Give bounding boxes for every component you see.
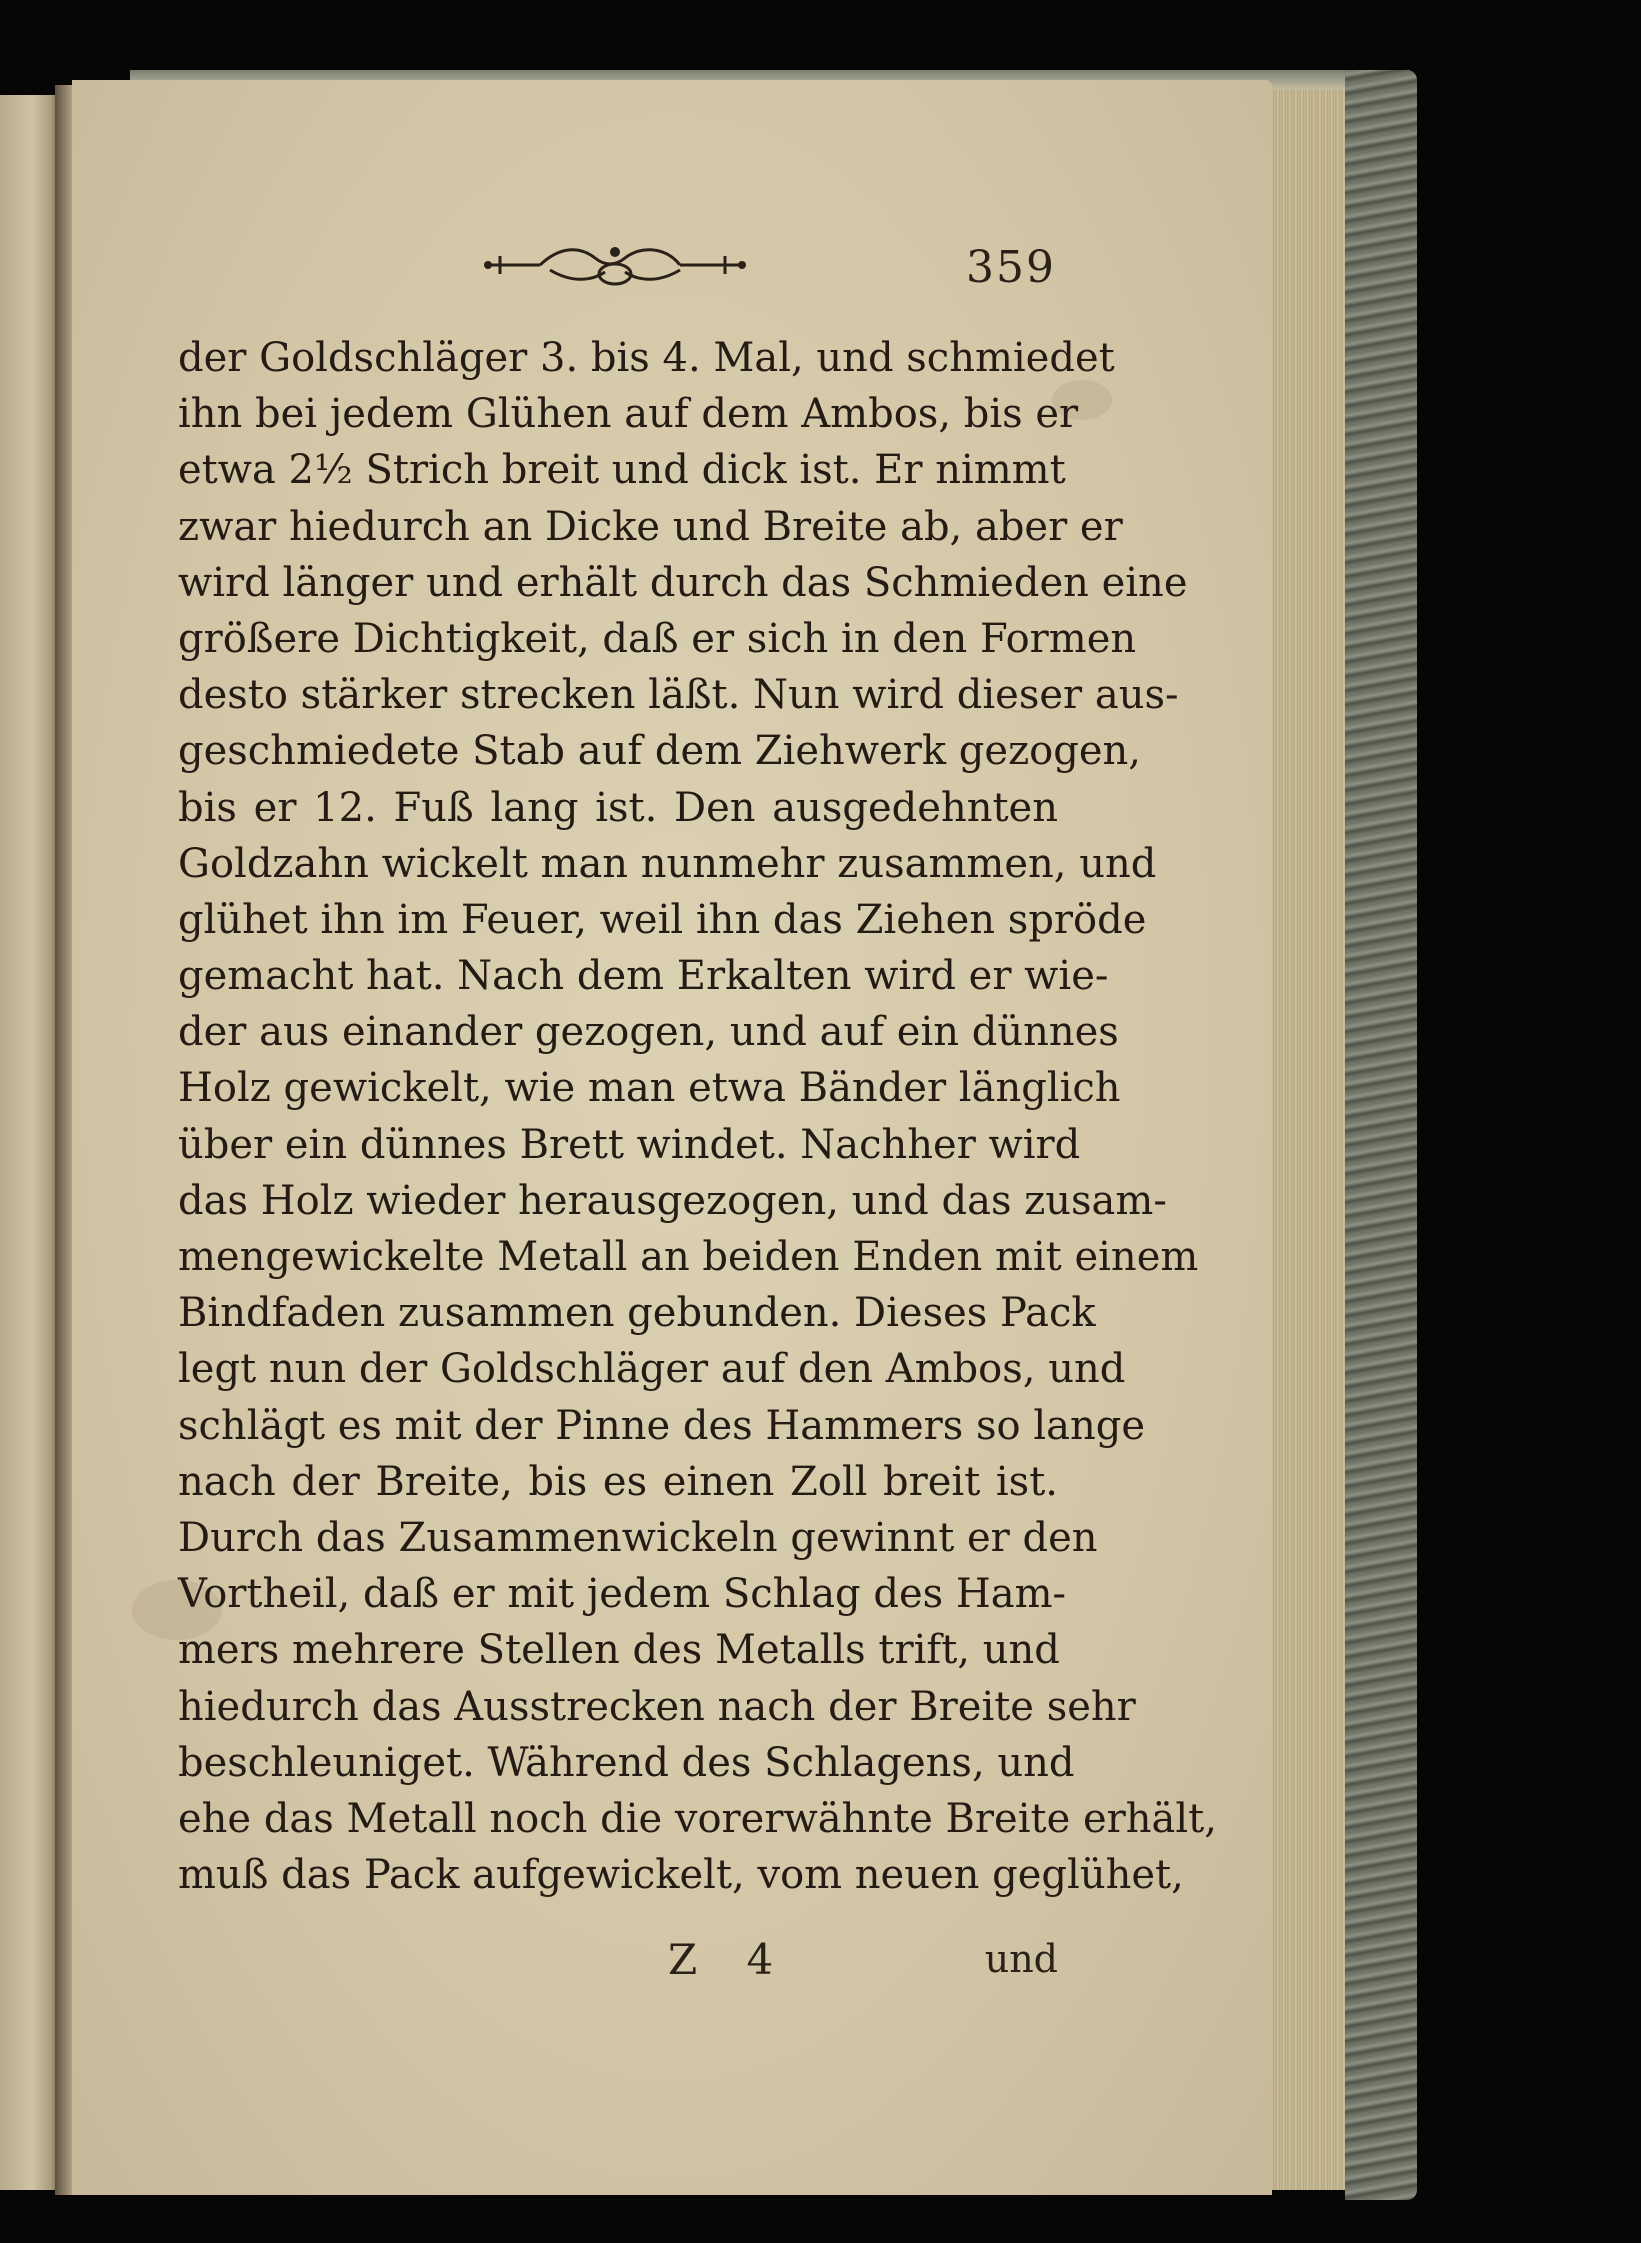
text-line: der aus einander gezogen, und auf ein dünnes <box>178 1009 1119 1056</box>
signature-mark: Z 4 <box>668 1935 792 1984</box>
page-footer <box>178 1935 1058 1995</box>
text-line: Durch das Zusammenwickeln gewinnt er den <box>178 1514 1098 1561</box>
text-line: ihn bei jedem Glühen auf dem Ambos, bis er <box>178 391 1079 438</box>
text-line: beschleuniget. Während des Schlagens, und <box>178 1739 1075 1786</box>
text-line: Bindfaden zusammen gebunden. Dieses Pack <box>178 1290 1096 1337</box>
text-line: ehe das Metall noch die vorerwähnte Breite erhält, <box>178 1795 1217 1842</box>
text-line: Vortheil, daß er mit jedem Schlag des Ham- <box>178 1571 1067 1618</box>
text-line: über ein dünnes Brett windet. Nachher wird <box>178 1121 1081 1168</box>
text-line: etwa 2½ Strich breit und dick ist. Er nimmt <box>178 447 1066 494</box>
text-line: das Holz wieder herausgezogen, und das zusam- <box>178 1177 1167 1224</box>
text-line: zwar hiedurch an Dicke und Breite ab, aber er <box>178 503 1123 550</box>
page-number: 359 <box>966 242 1056 293</box>
printer-ornament-icon <box>480 236 750 294</box>
text-line: desto stärker strecken läßt. Nun wird dieser aus- <box>178 672 1179 719</box>
text-line: der Goldschläger 3. bis 4. Mal, und schmiedet <box>178 335 1115 381</box>
catchword: und <box>984 1937 1058 1981</box>
text-line: glühet ihn im Feuer, weil ihn das Ziehen spröde <box>178 896 1147 943</box>
text-line: geschmiedete Stab auf dem Ziehwerk gezogen, <box>178 728 1141 775</box>
text-line: nach der Breite, bis es einen Zoll breit ist. <box>178 1458 1058 1505</box>
book-cover <box>1345 70 1417 2200</box>
text-line: bis er 12. Fuß lang ist. Den ausgedehnten <box>178 784 1058 831</box>
left-page-edge <box>0 95 60 2190</box>
page-edges <box>1260 90 1352 2190</box>
text-line: schlägt es mit der Pinne des Hammers so lange <box>178 1402 1146 1449</box>
text-line: gemacht hat. Nach dem Erkalten wird er wie- <box>178 953 1109 1000</box>
text-line: mers mehrere Stellen des Metalls trift, und <box>178 1627 1060 1674</box>
text-line: wird länger und erhält durch das Schmieden eine <box>178 559 1188 606</box>
text-line: größere Dichtigkeit, daß er sich in den Formen <box>178 615 1137 662</box>
text-line: muß das Pack aufgewickelt, vom neuen geglühet, <box>178 1852 1184 1899</box>
text-line: hiedurch das Ausstrecken nach der Breite sehr <box>178 1683 1136 1730</box>
page-body-text <box>178 330 1217 1903</box>
text-line: Holz gewickelt, wie man etwa Bänder länglich <box>178 1065 1121 1112</box>
text-line: Goldzahn wickelt man nunmehr zusammen, und <box>178 840 1157 887</box>
text-line: legt nun der Goldschläger auf den Ambos, und <box>178 1346 1126 1393</box>
text-line: mengewickelte Metall an beiden Enden mit einem <box>178 1234 1199 1280</box>
